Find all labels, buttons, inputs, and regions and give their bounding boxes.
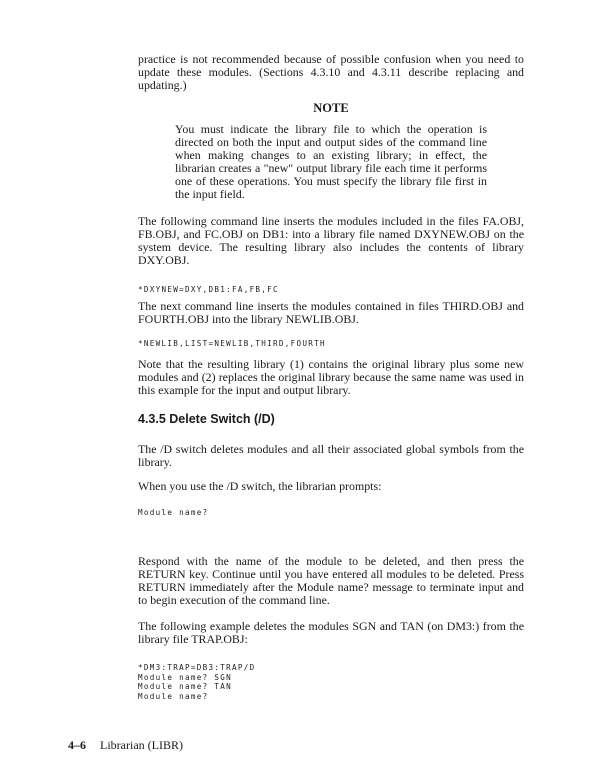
paragraph-delete-example: The following example deletes the modules SGN and TAN (on DM3:) from the library file TRAP.OBJ: (138, 619, 524, 646)
code-delete-example (138, 663, 255, 701)
paragraph-note-result: Note that the resulting library (1) contains the original library plus some new modules and (2) replaces the original library because the same name was used in this example for the input and output library. (138, 357, 524, 397)
code-module-prompt: Module name? (138, 508, 209, 517)
footer-title: Librarian (LIBR) (100, 738, 183, 752)
section-heading: 4.3.5 Delete Switch (/D) (138, 412, 275, 426)
page-number: 4–6 (68, 738, 86, 752)
code-line: *DM3:TRAP=DB3:TRAP/D (138, 663, 256, 672)
paragraph-prompt: When you use the /D switch, the librarian prompts: (138, 479, 382, 493)
code-line: Module name? SGN (138, 672, 232, 682)
note-body: You must indicate the library file to which the operation is directed on both the input and output sides of the command line when making changes to an existing library; in effect, the librarian creates a "new" output library file each time it performs one of these operations. You must specify the library file first in the input field. (175, 122, 487, 201)
page-footer (68, 738, 183, 753)
code-newlib: *NEWLIB,LIST=NEWLIB,THIRD,FOURTH (138, 339, 326, 348)
paragraph-insert-example: The following command line inserts the modules included in the files FA.OBJ, FB.OBJ, and FC.OBJ on DB1: into a library file named DXYNEW.OBJ on the system device. The resulting library also includes the contents of library DXY.OBJ. (138, 214, 524, 267)
paragraph-intro: practice is not recommended because of possible confusion when you need to update these modules. (Sections 4.3.10 and 4.3.11 describe replacing and updating.) (138, 52, 524, 92)
code-line: Module name? (138, 691, 209, 701)
note-title: NOTE (313, 101, 349, 115)
paragraph-next-command: The next command line inserts the modules contained in files THIRD.OBJ and FOURTH.OBJ into the library NEWLIB.OBJ. (138, 299, 524, 326)
paragraph-respond: Respond with the name of the module to be deleted, and then press the RETURN key. Continue until you have entered all modules to be deleted. Press RETURN immediately after the Module name? message to terminate input and to begin execution of the command line. (138, 554, 524, 607)
code-line: Module name? TAN (138, 682, 232, 691)
code-insert: *DXYNEW=DXY,DB1:FA,FB,FC (138, 285, 279, 294)
paragraph-delete-switch: The /D switch deletes modules and all their associated global symbols from the library. (138, 442, 524, 469)
